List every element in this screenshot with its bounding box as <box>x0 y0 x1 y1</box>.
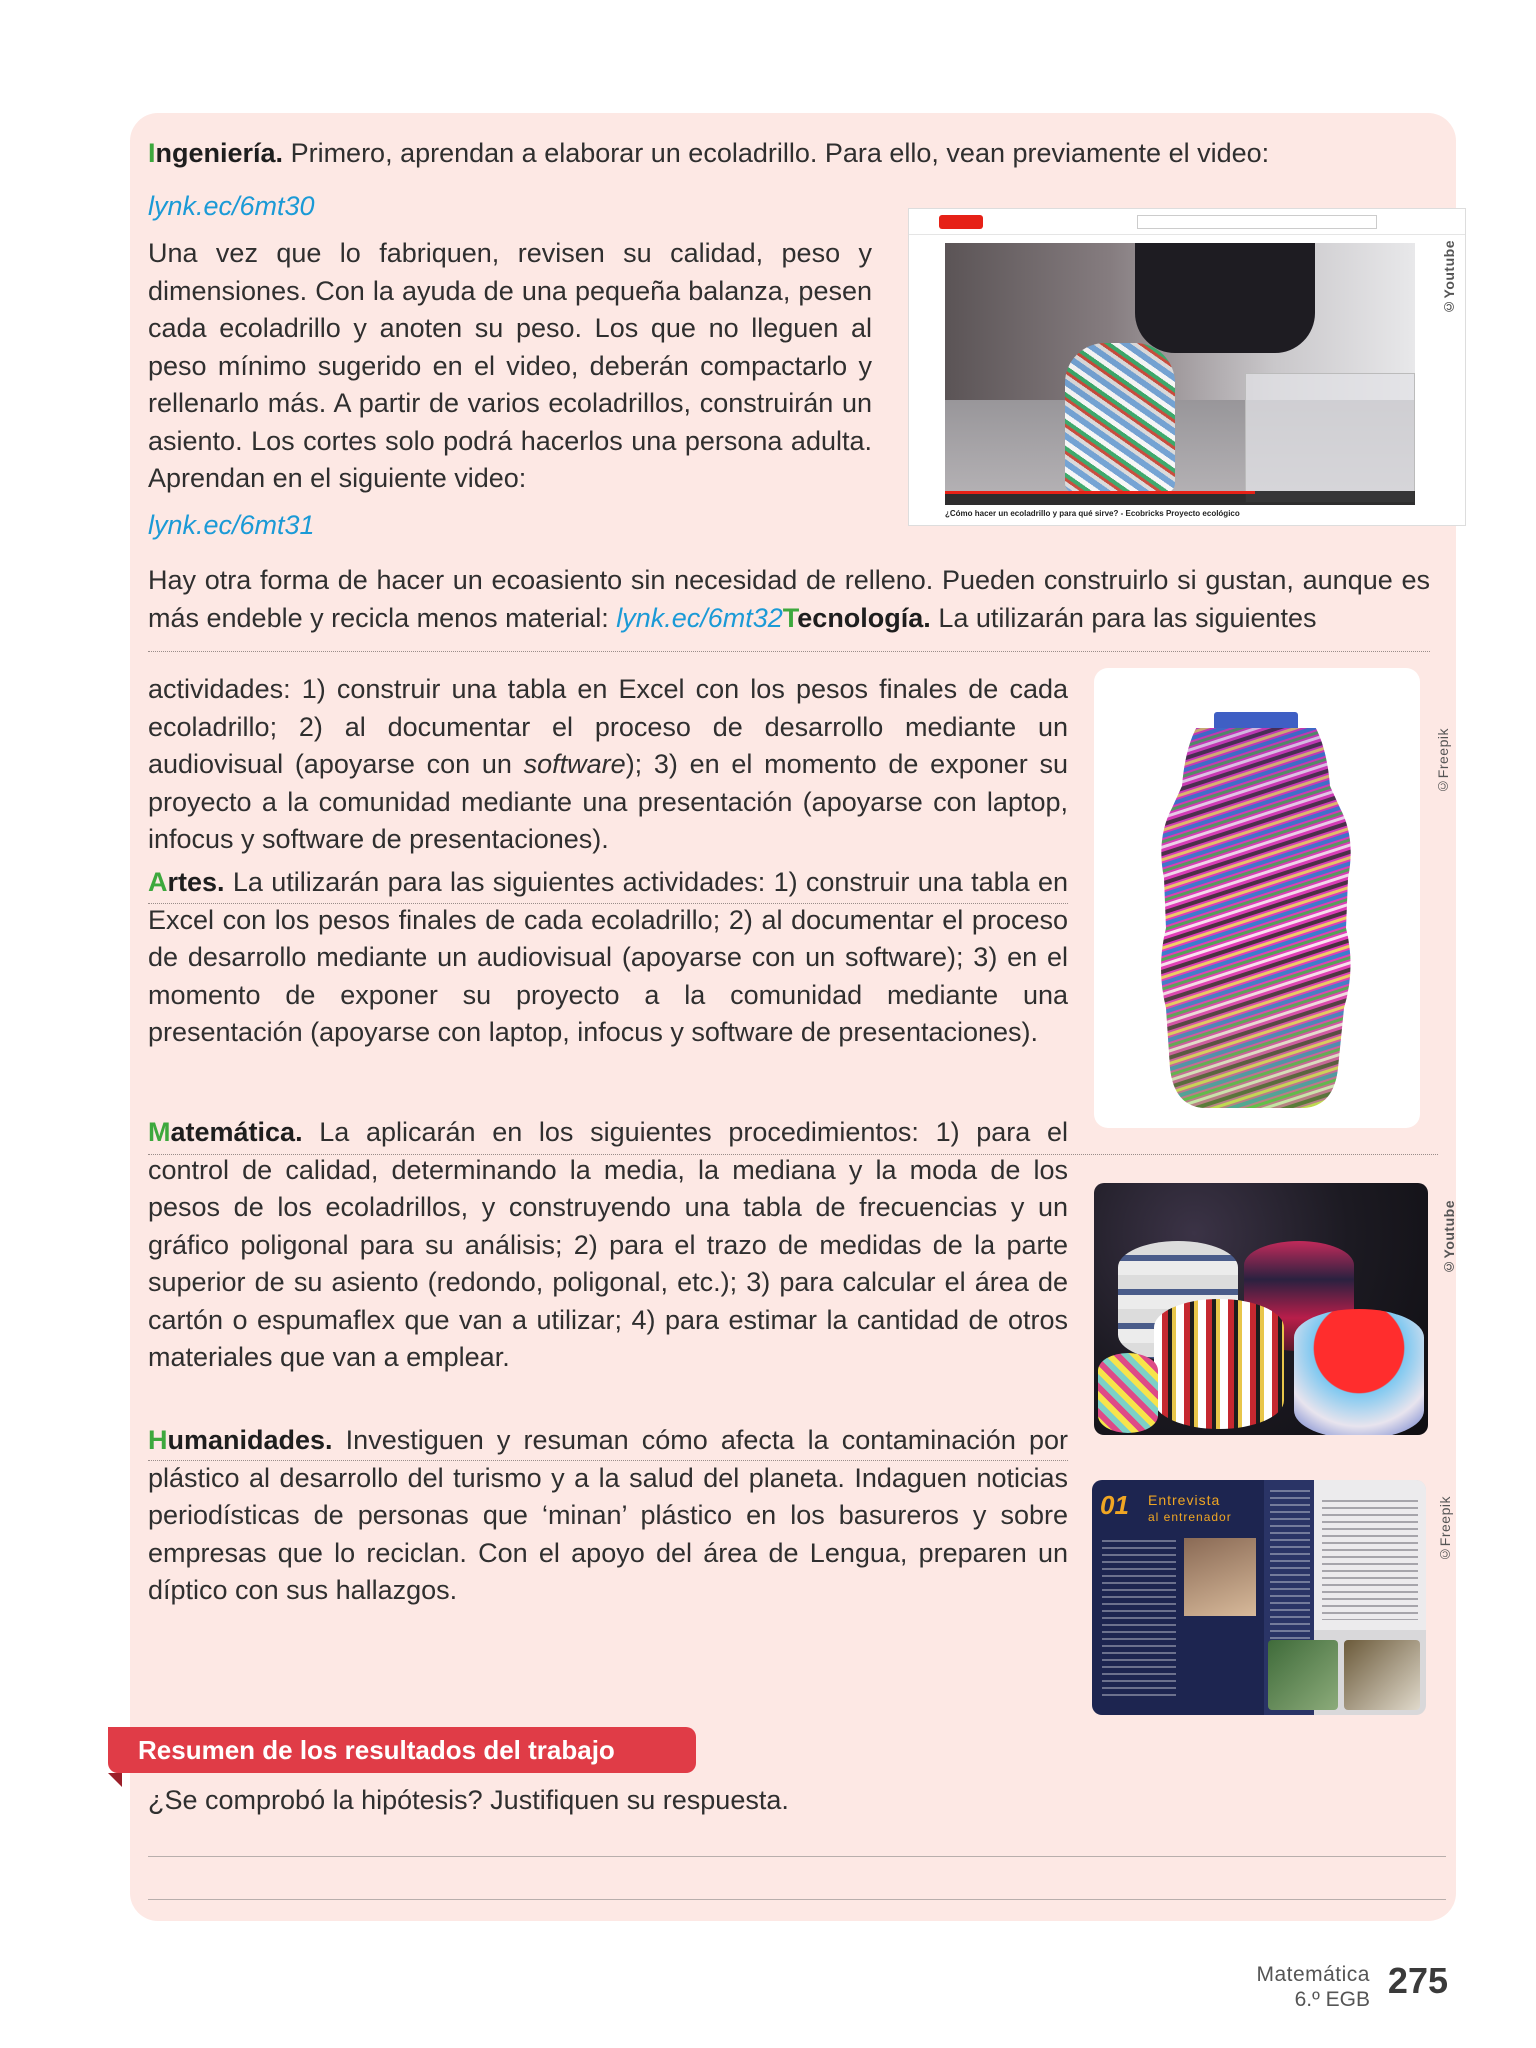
tecnologia-body-b: ); 3) en el momento de exponer su proyecto a la comunidad mediante una presentación (apoyarse con laptop, infocus y software de presentaciones). <box>148 749 1068 854</box>
artes-body: La utilizarán para las siguientes actividades: 1) construir una tabla en Excel con los pesos finales de cada ecoladrillo; 2) al documentar el proceso de desarrollo mediante un audiovisual (apoyarse con un software); 3) en el momento de exponer su proyecto a la comunidad mediante una presentación (apoyarse con laptop, infocus y software de presentaciones). <box>148 867 1068 1047</box>
artes-paragraph <box>148 864 1068 1052</box>
ingenieria-intro-text: Primero, aprendan a elaborar un ecoladrillo. Para ello, vean previamente el video: <box>283 138 1270 168</box>
tecnologia-initial: T <box>782 602 798 633</box>
youtube-header <box>909 209 1465 235</box>
brochure-number: 01 <box>1100 1490 1129 1520</box>
ecobrick-illustration <box>1094 668 1420 1128</box>
matematica-body: La aplicarán en los siguientes procedimientos: 1) para el control de calidad, determinando la media, la mediana y la moda de los pesos de los ecoladrillos, y construyendo una tabla de frecuencias y un gráfico poligonal para su análisis; 2) para el trazo de medidas de la parte superior de su asiento (redondo, poligonal, etc.); 3) para calcular el área de cartón o espumaflex que van a utilizar; 4) para estimar la cantidad de otros materiales que van a emplear. <box>148 1117 1068 1372</box>
ecobrick-stools-photo <box>1094 1183 1428 1435</box>
ingenieria-intro <box>148 135 1448 173</box>
credit-youtube-2: ©Youtube <box>1441 1200 1457 1275</box>
credit-youtube-1: ©Youtube <box>1441 240 1457 315</box>
artes-divider <box>148 903 1068 904</box>
humanidades-paragraph <box>148 1422 1068 1610</box>
humanidades-body: Investiguen y resuman cómo afecta la contaminación por plástico al desarrollo del turismo y a la salud del planeta. Indaguen noticias periodísticas de personas que ‘minan’ plástico en los basureros y sobre empresas que lo reciclan. Con el apoyo del área de Lengua, preparen un díptico con sus hallazgos. <box>148 1425 1068 1605</box>
tecnologia-body-italic: software <box>523 749 626 779</box>
brochure-subtitle: al entrenador <box>1148 1510 1232 1524</box>
artes-heading: rtes. <box>167 867 225 897</box>
youtube-video-screenshot <box>908 208 1466 526</box>
ingenieria-extra <box>148 562 1430 637</box>
video-title: ¿Cómo hacer un ecoladrillo y para qué sirve? - Ecobricks Proyecto ecológico <box>945 509 1240 518</box>
video-link-1[interactable]: lynk.ec/6mt30 <box>148 191 315 221</box>
footer-subject: Matemática <box>1256 1963 1370 1986</box>
youtube-logo-icon <box>939 215 983 229</box>
ecobrick-bottle-icon <box>1094 668 1420 1128</box>
artes-initial: A <box>148 867 168 897</box>
humanidades-heading: umanidades. <box>167 1425 333 1455</box>
video-link-3[interactable]: lynk.ec/6mt32 <box>616 602 783 633</box>
diptych-brochure-image <box>1092 1480 1426 1715</box>
matematica-heading: atemática. <box>170 1117 303 1147</box>
tecnologia-heading: ecnología. <box>797 602 931 633</box>
humanidades-divider <box>148 1460 1068 1461</box>
matematica-initial: M <box>148 1117 171 1147</box>
video-link-2[interactable]: lynk.ec/6mt31 <box>148 510 315 540</box>
video-frame <box>945 243 1415 505</box>
ingenieria-initial: I <box>148 138 156 168</box>
youtube-search-box <box>1137 215 1377 229</box>
tecnologia-body-a: actividades: 1) construir una tabla en Excel con los pesos finales de cada ecoladrillo; 2) al documentar el proceso de desarrollo mediante un audiovisual (apoyarse con un <box>148 674 1068 779</box>
ingenieria-extra-text: Hay otra forma de hacer un ecoasiento sin necesidad de relleno. Pueden construirlo si gustan, aunque es más endeble y recicla menos material: <box>148 565 1430 633</box>
summary-banner: Resumen de los resultados del trabajo <box>108 1727 696 1773</box>
video-progress-bar <box>945 491 1415 505</box>
person-arm <box>1135 243 1315 353</box>
page-number: 275 <box>1387 1960 1448 2001</box>
ecobrick-bottle <box>1065 343 1175 493</box>
credit-freepik-2: ©Freepik <box>1437 1496 1453 1563</box>
tecnologia-body <box>148 671 1068 859</box>
humanidades-initial: H <box>148 1425 168 1455</box>
brochure-portrait <box>1184 1538 1256 1616</box>
plastic-box <box>1245 373 1415 503</box>
section-divider <box>148 651 1430 652</box>
answer-line-2[interactable] <box>148 1899 1446 1900</box>
banner-fold <box>108 1773 122 1787</box>
ingenieria-heading: ngeniería. <box>155 138 284 168</box>
tecnologia-intro-text: La utilizarán para las siguientes <box>930 602 1317 633</box>
answer-line-1[interactable] <box>148 1856 1446 1857</box>
summary-question: ¿Se comprobó la hipótesis? Justifiquen su respuesta. <box>148 1785 789 1815</box>
footer-grade: 6.º EGB <box>1294 1988 1370 2011</box>
brochure-title: Entrevista <box>1148 1492 1221 1508</box>
ingenieria-body: Una vez que lo fabriquen, revisen su calidad, peso y dimensiones. Con la ayuda de una pequeña balanza, pesen cada ecoladrillo y anoten su peso. Los que no lleguen al peso mínimo sugerido en el video, deberán compactarlo y rellenarlo más. A partir de varios ecoladrillos, construirán un asiento. Los cortes solo podrá hacerlos una persona adulta. Aprendan en el siguiente video: <box>148 238 872 493</box>
credit-freepik-1: ©Freepik <box>1435 728 1451 795</box>
matematica-divider <box>148 1154 1438 1155</box>
